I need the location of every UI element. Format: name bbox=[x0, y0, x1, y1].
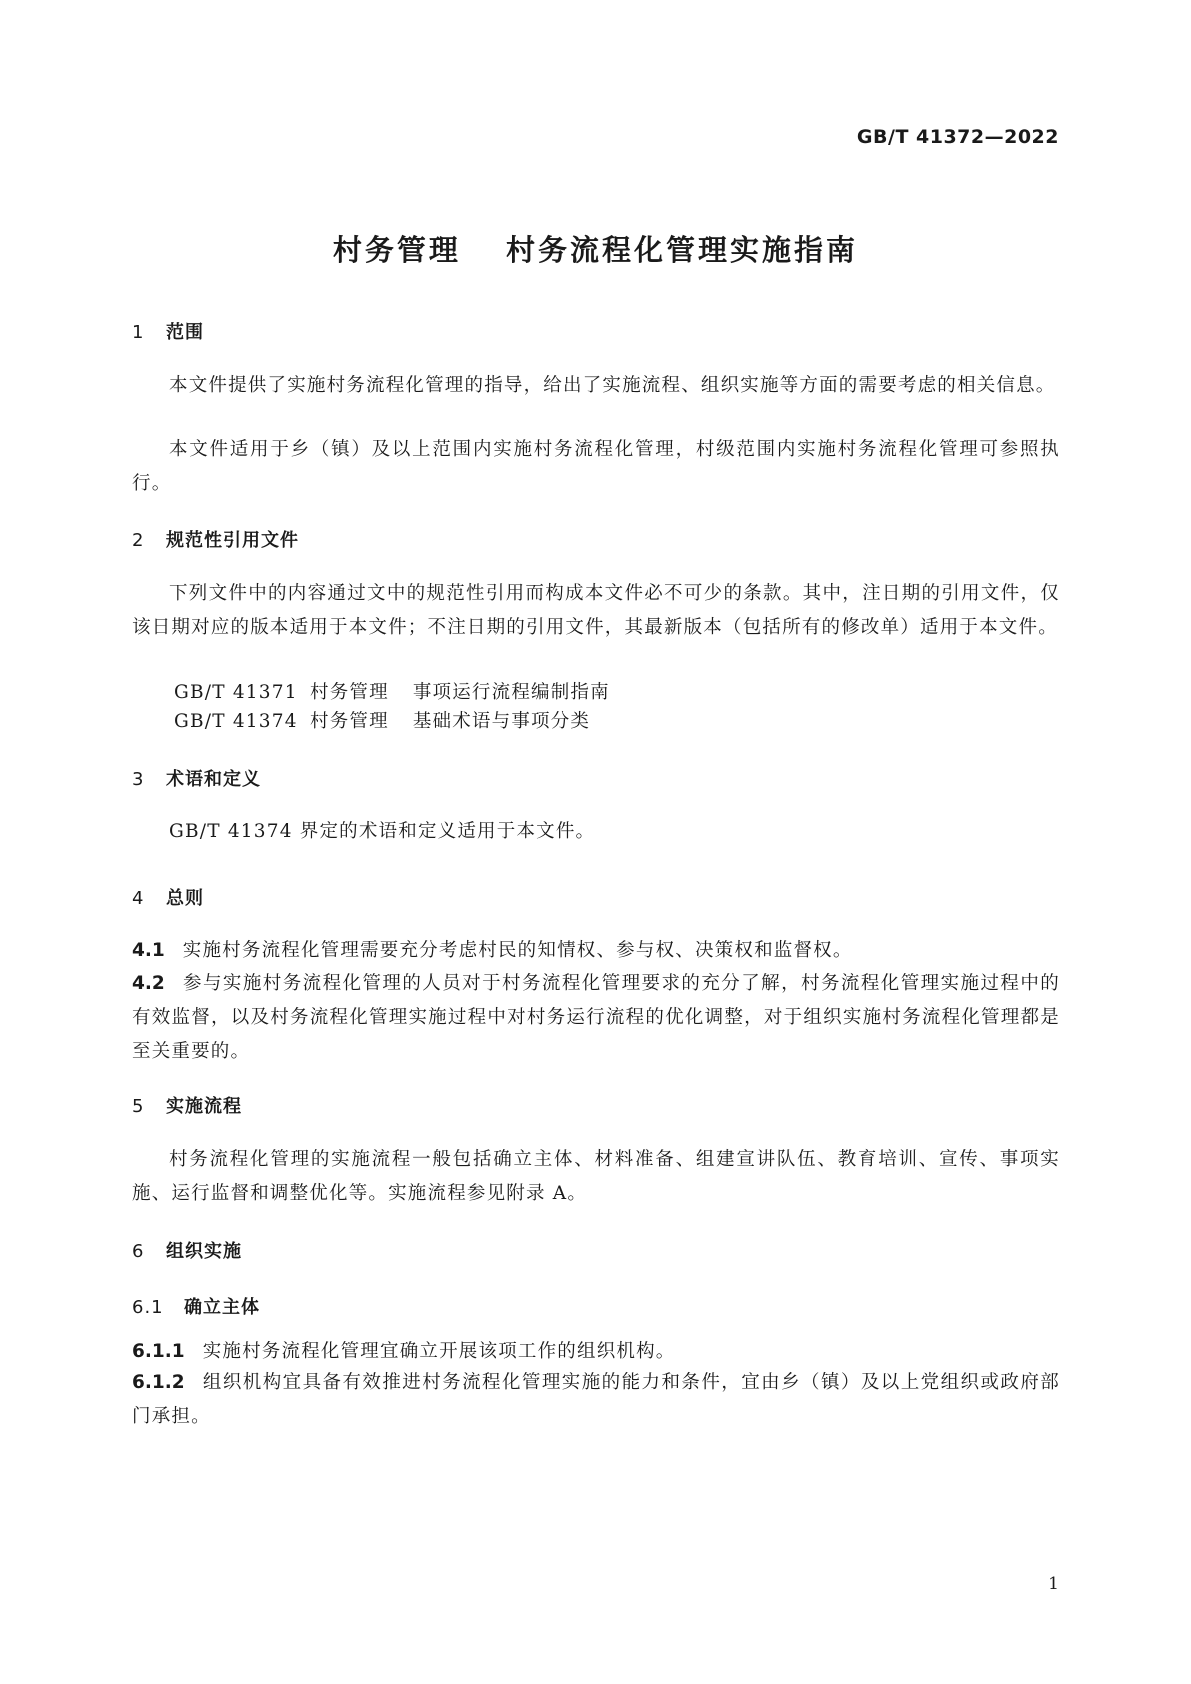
section-title: 实施流程 bbox=[166, 1096, 242, 1117]
clause-6-1-1 bbox=[132, 1335, 1060, 1369]
clause-4-1 bbox=[132, 934, 1060, 968]
section-number: 2 bbox=[132, 530, 145, 551]
reference-title-part1: 村务管理 bbox=[310, 682, 389, 703]
section-1-heading bbox=[132, 318, 204, 344]
clause-number: 4.1 bbox=[132, 940, 165, 961]
section-2-heading bbox=[132, 526, 299, 552]
clause-number: 6.1.2 bbox=[132, 1372, 185, 1393]
clause-text: 实施村务流程化管理宜确立开展该项工作的组织机构。 bbox=[202, 1341, 676, 1362]
clause-4-2 bbox=[132, 967, 1060, 1069]
subsection-title: 确立主体 bbox=[184, 1297, 260, 1318]
clause-text: 实施村务流程化管理需要充分考虑村民的知情权、参与权、决策权和监督权。 bbox=[182, 940, 853, 961]
title-part1: 村务管理 bbox=[332, 233, 461, 267]
subsection-number: 6.1 bbox=[132, 1297, 164, 1318]
section-title: 范围 bbox=[166, 322, 204, 343]
section-4-heading bbox=[132, 884, 204, 910]
title-part2: 村务流程化管理实施指南 bbox=[506, 233, 859, 267]
section-number: 1 bbox=[132, 322, 145, 343]
clause-text: 组织机构宜具备有效推进村务流程化管理实施的能力和条件，宜由乡（镇）及以上党组织或政府部门承担。 bbox=[132, 1372, 1060, 1427]
normative-reference-item bbox=[174, 707, 590, 733]
section-5-paragraph-1: 村务流程化管理的实施流程一般包括确立主体、材料准备、组建宣讲队伍、教育培训、宣传、事项实施、运行监督和调整优化等。实施流程参见附录 A。 bbox=[132, 1149, 1060, 1204]
section-number: 5 bbox=[132, 1096, 145, 1117]
section-2-paragraph-1: 下列文件中的内容通过文中的规范性引用而构成本文件必不可少的条款。其中，注日期的引用文件，仅该日期对应的版本适用于本文件；不注日期的引用文件，其最新版本（包括所有的修改单）适用于本文件。 bbox=[132, 583, 1060, 638]
section-title: 组织实施 bbox=[166, 1241, 242, 1262]
reference-code: GB/T 41374 bbox=[174, 711, 298, 732]
reference-title-part1: 村务管理 bbox=[310, 711, 389, 732]
section-3-paragraph-1: GB/T 41374 界定的术语和定义适用于本文件。 bbox=[169, 821, 596, 842]
clause-6-1-2 bbox=[132, 1366, 1060, 1434]
section-3-heading bbox=[132, 765, 261, 791]
section-number: 6 bbox=[132, 1241, 145, 1262]
section-1-paragraph-1: 本文件提供了实施村务流程化管理的指导，给出了实施流程、组织实施等方面的需要考虑的相关信息。 bbox=[169, 375, 1056, 396]
section-title: 总则 bbox=[166, 888, 204, 909]
reference-code: GB/T 41371 bbox=[174, 682, 298, 703]
section-title: 术语和定义 bbox=[166, 769, 261, 790]
section-number: 3 bbox=[132, 769, 145, 790]
page-number: 1 bbox=[1048, 1574, 1059, 1594]
section-5-heading bbox=[132, 1092, 242, 1118]
clause-text: 参与实施村务流程化管理的人员对于村务流程化管理要求的充分了解，村务流程化管理实施过程中的有效监督，以及村务流程化管理实施过程中对村务运行流程的优化调整，对于组织实施村务流程化管理都是至关重要的。 bbox=[132, 973, 1060, 1062]
reference-title-part2: 基础术语与事项分类 bbox=[412, 711, 591, 732]
clause-number: 4.2 bbox=[132, 973, 165, 994]
section-6-heading bbox=[132, 1237, 242, 1263]
section-title: 规范性引用文件 bbox=[166, 530, 299, 551]
standard-code: GB/T 41372—2022 bbox=[856, 126, 1059, 148]
normative-reference-item bbox=[174, 678, 610, 704]
reference-title-part2: 事项运行流程编制指南 bbox=[412, 682, 610, 703]
document-title bbox=[0, 228, 1191, 269]
section-1-paragraph-2: 本文件适用于乡（镇）及以上范围内实施村务流程化管理，村级范围内实施村务流程化管理可参照执行。 bbox=[132, 439, 1060, 494]
clause-number: 6.1.1 bbox=[132, 1341, 185, 1362]
subsection-6-1-heading bbox=[132, 1293, 260, 1319]
section-number: 4 bbox=[132, 888, 145, 909]
